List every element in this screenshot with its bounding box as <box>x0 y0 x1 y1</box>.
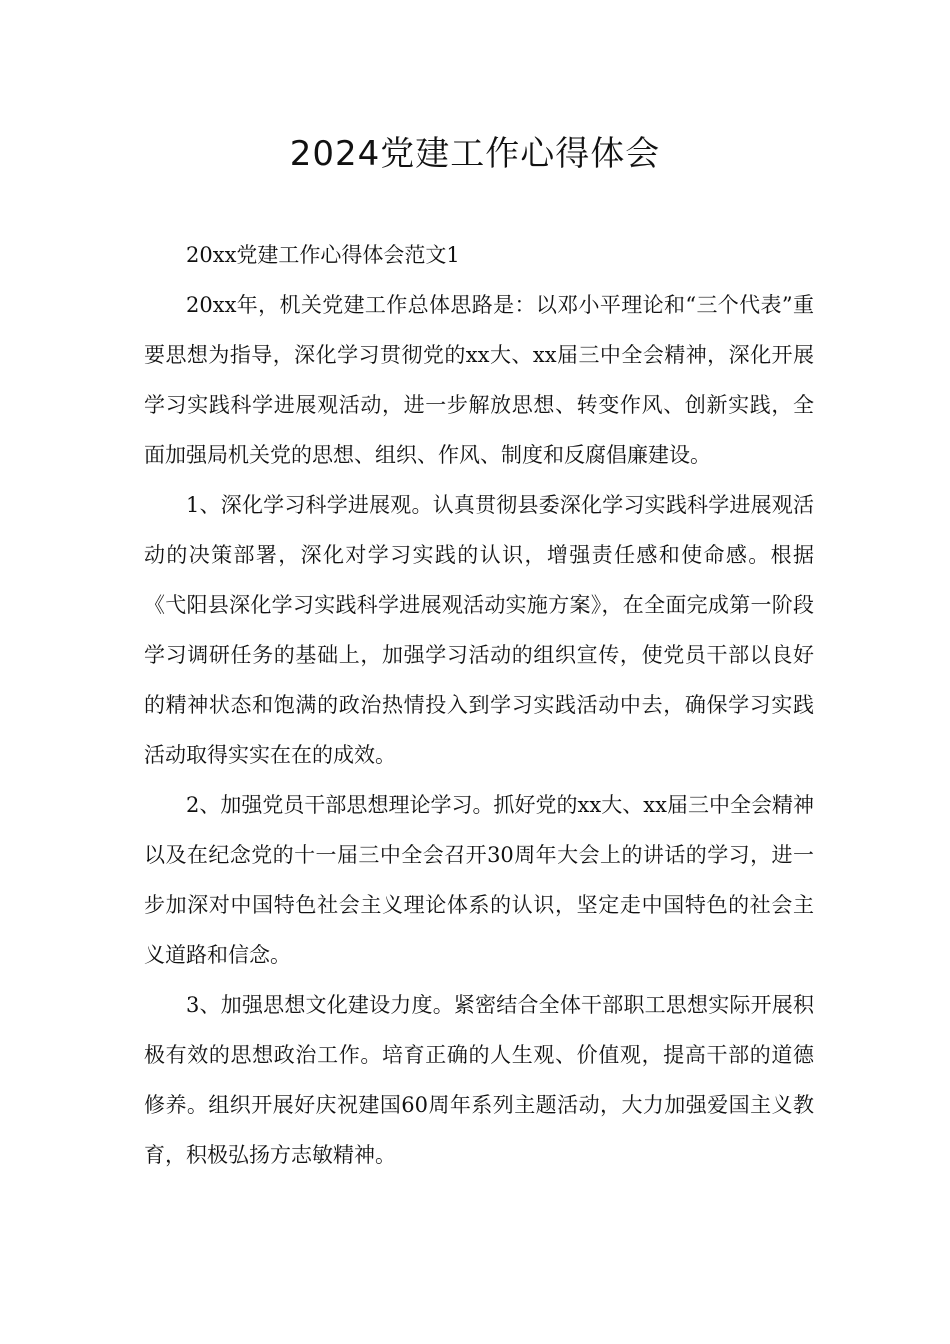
document-title: 2024党建工作心得体会 <box>289 134 661 174</box>
paragraph-item-2: 2、加强党员干部思想理论学习。抓好党的xx大、xx届三中全会精神以及在纪念党的十一届三中全会召开30周年大会上的讲话的学习，进一步加深对中国特色社会主义理论体系的认识，坚定走中国特色的社会主义道路和信念。 <box>144 793 814 967</box>
paragraph-heading: 20xx党建工作心得体会范文1 <box>186 243 460 267</box>
paragraph-overview: 20xx年，机关党建工作总体思路是：以邓小平理论和“三个代表”重要思想为指导，深化学习贯彻党的xx大、xx届三中全会精神，深化开展学习实践科学进展观活动，进一步解放思想、转变作风、创新实践，全面加强局机关党的思想、组织、作风、制度和反腐倡廉建设。 <box>144 293 814 467</box>
paragraph-item-1: 1、深化学习科学进展观。认真贯彻县委深化学习实践科学进展观活动的决策部署，深化对学习实践的认识，增强责任感和使命感。根据《弋阳县深化学习实践科学进展观活动实施方案》，在全面完成第一阶段学习调研任务的基础上，加强学习活动的组织宣传，使党员干部以良好的精神状态和饱满的政治热情投入到学习实践活动中去，确保学习实践活动取得实实在在的成效。 <box>144 493 814 767</box>
document-body <box>144 230 814 1180</box>
paragraph-item-3: 3、加强思想文化建设力度。紧密结合全体干部职工思想实际开展积极有效的思想政治工作。培育正确的人生观、价值观，提高干部的道德修养。组织开展好庆祝建国60周年系列主题活动，大力加强爱国主义教育，积极弘扬方志敏精神。 <box>144 993 814 1167</box>
